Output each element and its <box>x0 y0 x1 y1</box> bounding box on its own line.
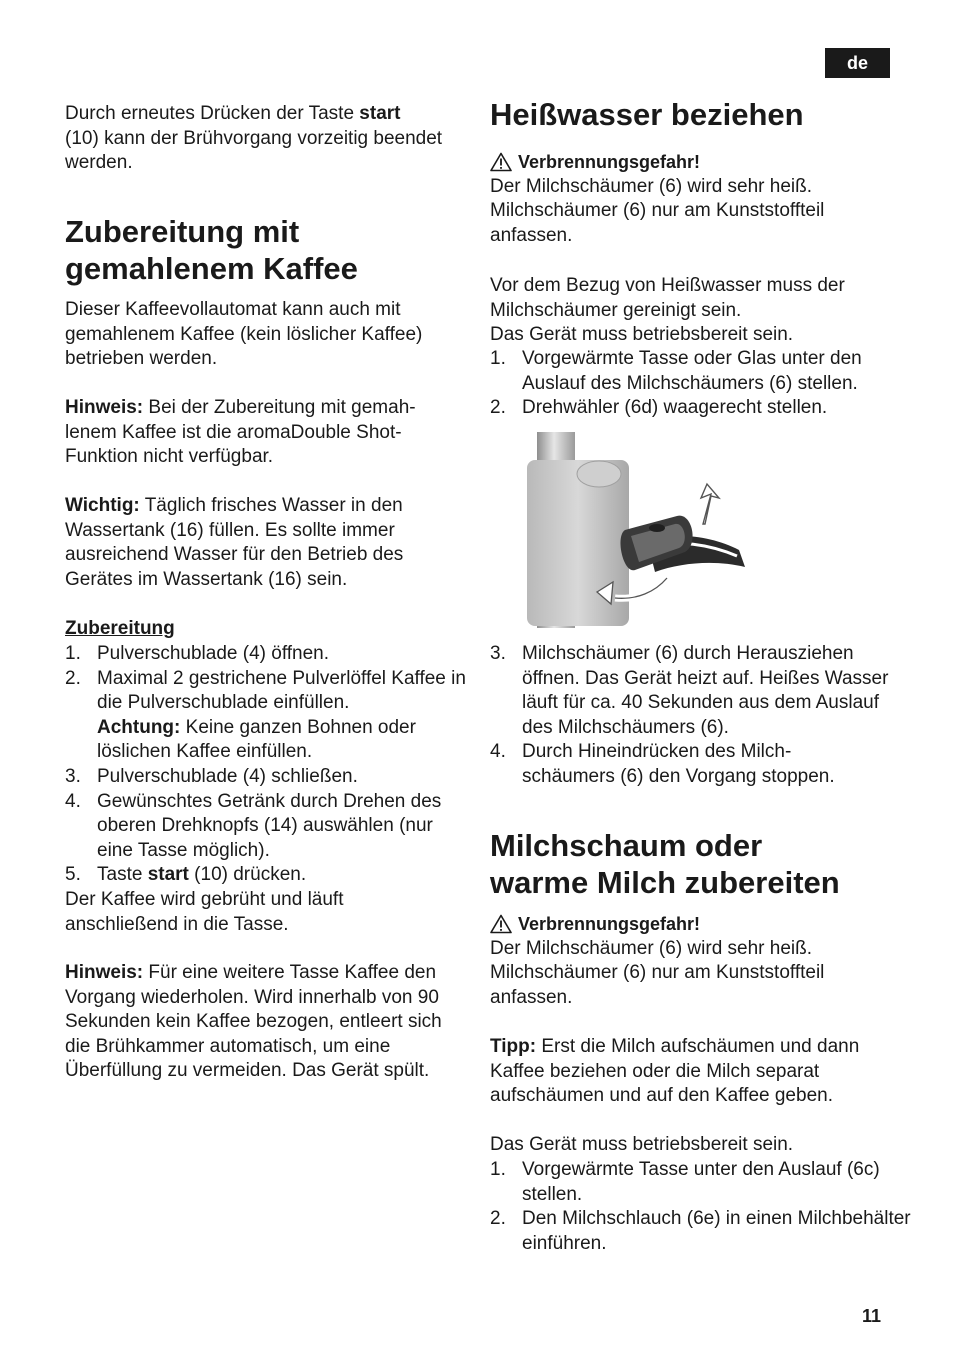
list-item: 1. Pulverschublade (4) öffnen. <box>65 643 330 664</box>
milk-frother-illustration <box>527 432 749 628</box>
intro-bold-start: start <box>359 103 401 124</box>
heading-ground-coffee <box>65 213 470 287</box>
intro-text-rest: (10) kann der Brühvorgang vorzeitig beendet werden. <box>65 127 443 174</box>
milk-foam-steps <box>490 1158 911 1256</box>
list-item: 3. Milchschäumer (6) durch Herausziehen öffnen. Das Gerät heizt auf. Heißes Wasser läuft für ca. 40 Sekunden aus dem Auslauf des Milchschäumers (6). <box>490 643 889 738</box>
ready-paragraph-2: Das Gerät muss betriebsbereit sein. <box>490 1134 794 1155</box>
warning-text: Der Milchschäumer (6) wird sehr heiß. Milchschäumer (6) nur am Kunststoffteil anfassen. <box>490 937 825 1008</box>
ground-coffee-paragraph: Dieser Kaffeevollautomat kann auch mit gemahlenem Kaffee (kein löslicher Kaffee) betrieben werden. <box>65 299 423 370</box>
note-paragraph-2 <box>65 961 470 1084</box>
intro-text: Durch erneutes Drücken der Taste <box>65 103 360 124</box>
list-item: 2. Drehwähler (6d) waagerecht stellen. <box>490 397 828 419</box>
ready-paragraph-1: Das Gerät muss betriebsbereit sein. <box>490 324 794 345</box>
heading-hot-water: Heißwasser beziehen <box>490 97 804 132</box>
list-item: 2. Maximal 2 gestrichene Pulverlöffel Kaffee in die Pulverschublade einfüllen. Achtung: Keine ganzen Bohnen oder löslichen Kaffee einfüllen. <box>65 667 466 763</box>
list-item: 4. Gewünschtes Getränk durch Drehen des oberen Drehknopfs (14) auswählen (nur eine Tasse möglich). <box>65 790 442 861</box>
list-item: 2. Den Milchschlauch (6e) in einen Milchbehälter einführen. <box>490 1208 911 1254</box>
warning-block-2 <box>490 912 900 1010</box>
after-steps-paragraph: Der Kaffee wird gebrüht und läuft anschließend in die Tasse. <box>65 889 344 935</box>
note-paragraph-1 <box>65 396 445 470</box>
important-paragraph <box>65 494 435 592</box>
warning-triangle-icon <box>490 914 512 934</box>
note-label: Hinweis: <box>65 397 144 418</box>
heading-milk-foam <box>490 827 900 901</box>
note-text: Bei der Zubereitung mit gemahlenem Kaffee ist die aromaDouble Shot-Funktion nicht verfügbar. <box>65 397 416 468</box>
list-item: 5. Taste start (10) drücken. <box>65 864 307 886</box>
warning-title: Verbrennungsgefahr! <box>518 914 701 934</box>
hot-water-steps-1 <box>490 347 895 421</box>
tip-label: Tipp: <box>490 1036 537 1057</box>
warning-block-1 <box>490 150 900 248</box>
tip-text: Erst die Milch aufschäumen und dann Kaffee beziehen oder die Milch separat aufschäumen und auf den Kaffee geben. <box>490 1036 860 1107</box>
important-text: Täglich frisches Wasser in den Wassertank (16) füllen. Es sollte immer ausreichend Wasser für den Betrieb des Gerätes im Wassertank (16) sein. <box>65 495 404 590</box>
heading-line-1: Milchschaum oder <box>490 828 763 863</box>
subheading-preparation: Zubereitung <box>65 618 175 639</box>
intro-paragraph <box>65 102 470 176</box>
warning-title-row <box>490 912 900 937</box>
warning-text: Der Milchschäumer (6) wird sehr heiß. Milchschäumer (6) nur am Kunststoffteil anfassen. <box>490 175 825 246</box>
tip-paragraph <box>490 1035 895 1109</box>
heading-line-1: Zubereitung mit <box>65 214 300 249</box>
language-label: de <box>846 52 868 73</box>
list-item: 1. Vorgewärmte Tasse unter den Auslauf (6c) stellen. <box>490 1159 880 1205</box>
page-number: 11 <box>862 1306 882 1326</box>
hot-water-paragraph: Vor dem Bezug von Heißwasser muss der Milchschäumer gereinigt sein. <box>490 275 845 321</box>
heading-line-2: gemahlenem Kaffee <box>65 251 358 286</box>
warning-triangle-icon <box>490 152 512 172</box>
warning-title-row <box>490 150 900 175</box>
hot-water-steps-2 <box>490 642 895 790</box>
warning-title: Verbrennungsgefahr! <box>518 152 701 172</box>
language-badge <box>825 48 890 78</box>
list-item: 3. Pulverschublade (4) schließen. <box>65 765 358 787</box>
list-item: 1. Vorgewärmte Tasse oder Glas unter den Auslauf des Milchschäumers (6) stellen. <box>490 348 862 394</box>
important-label: Wichtig: <box>65 495 140 516</box>
note-text: Für eine weitere Tasse Kaffee den Vorgang wiederholen. Wird innerhalb von 90 Sekunden kein Kaffee bezogen, entleert sich die Brühkammer automatisch, um eine Überfüllung zu vermeiden. Das Gerät spült. <box>65 962 442 1082</box>
heading-line-2: warme Milch zubereiten <box>490 865 840 900</box>
note-label: Hinweis: <box>65 962 144 983</box>
preparation-steps <box>65 642 470 888</box>
list-item: 4. Durch Hineindrücken des Milchschäumers (6) den Vorgang stoppen. <box>490 741 835 787</box>
